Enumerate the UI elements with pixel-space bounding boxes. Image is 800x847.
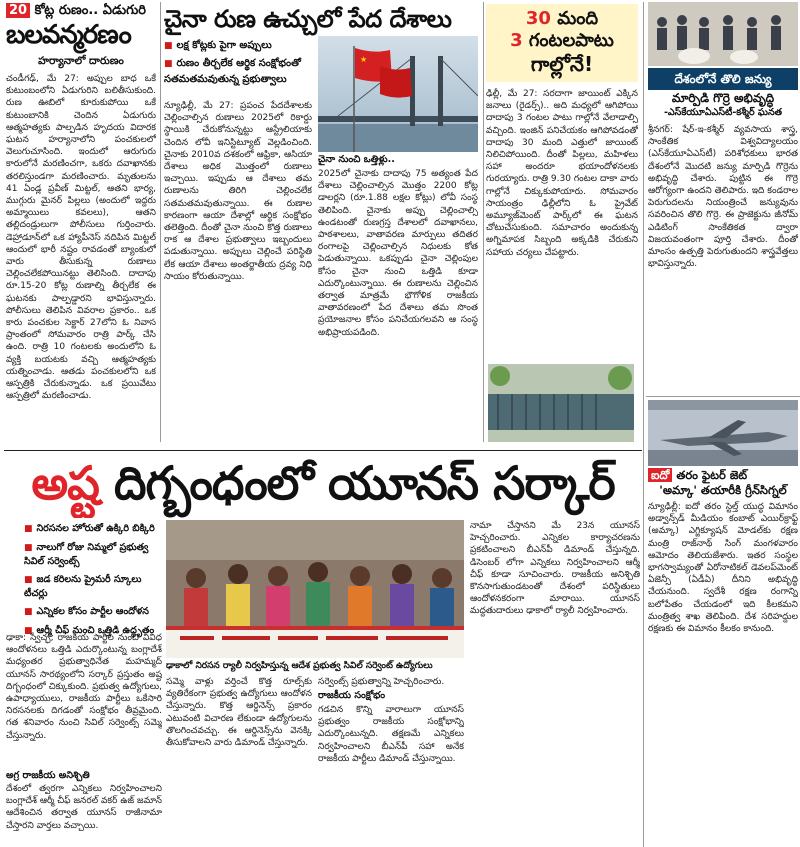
left-kicker xyxy=(6,2,156,19)
ride-line3: గాల్లోనే! xyxy=(530,52,594,76)
left-kicker-num: 20 xyxy=(6,3,30,18)
yunus-col1b: దేశంలో త్వరగా ఎన్నికలు నిర్వహించాలని బంగ్లాదేశ్‌ ఆర్మీ చీఫ్‌ జనరల్‌ వకర్‌ ఉజ్‌ జమాన్‌ ఆదేశించిన తర్వాత యూనస్‌ రాజీనామా చేస్తారని వార్తలు వచ్చాయి. xyxy=(6,784,162,831)
ride-num2: 3 xyxy=(510,30,523,51)
yunus-col4: నామా చేస్తానని మే 23న యూనస్‌ హెచ్చరించారు. ఎన్నికల కార్యాచరణను ప్రకటించాలని బీఎన్‌పీ డిమాండ్‌ చేస్తున్నది. డిసెంబర్‌ లోగా ఎన్నికలు నిర్వహించాలని ఆర్మీ చీఫ్‌ కూడా సూచించారు. రాజకీయ అనిశ్చితి కొనసాగుతుండటంతో దేశంలో పరిస్థితులు ఆందోళనకరంగా మారాయి. యూనస్‌ మద్దతుదారులు ఢాకాలో ర్యాలీ నిర్వహించారు. xyxy=(470,521,640,617)
yunus-photo xyxy=(166,520,464,658)
yunus-bullet-5: ■ ఆర్మీ చీఫ్‌ నుంచి ఒత్తిడి ఉద్ధృతం xyxy=(24,624,162,638)
ride-line1: మంది xyxy=(557,8,599,29)
flag-bridge-image xyxy=(318,36,478,152)
yunus-bullet-4: ■ ఎన్నికల కోసం పార్టీల ఆందోళన xyxy=(24,605,162,619)
yunus-bullet-3: ■ జడ కరిలను ప్రైమరీ స్కూలు టీచర్లు xyxy=(24,573,162,600)
left-headline: బలవన్మరణం xyxy=(6,20,131,50)
sheep-story xyxy=(648,2,798,394)
ride-body: ఢిల్లీ, మే 27: సరదాగా జాయింట్‌ ఎక్కిన జనాలు (రైడర్స్‌).. అది మధ్యలో ఆగిపోయి దాదాపు 3 గంటల పాటు గాల్లోనే వేలాడాల్సి వచ్చింది. ఇంజిన్‌ పనిచేయకం ఆగిపోవడంతో దాదాపు 30 మంది ఎత్తులో జాయింట్‌ నిలిచిపోయింది. దీంతో పిల్లలు, మహిళలు సహా అందరూ భయాందోళనలకు గురయ్యారు. రాత్రి 9.30 గంటల దాకా వారు గాల్లోనే చిక్కుకుపోయారు. సోమవారం సాయంత్రం ఢిల్లీలోని ఓ ప్రైవేట్‌ అమ్యూజ్‌మెంట్‌ పార్క్‌లో ఈ ఘటన చోటుచేసుకుంది. సమాచారం అందుకున్న అగ్నిమాపక సిబ్బంది అక్కడికి చేరుకుని సహాయ చర్యలు చేపట్టారు. xyxy=(486,89,638,258)
yunus-subhead: అగ్ర రాజకీయ అనిశ్చితి xyxy=(6,770,90,781)
ride-story xyxy=(486,4,638,444)
left-kicker-text: కోట్ల రుణం.. ఏడుగురి xyxy=(34,3,146,18)
yunus-headline-red: అష్ట xyxy=(31,456,99,510)
china-photo xyxy=(318,36,478,152)
yunus-bullets xyxy=(24,522,162,640)
plane-head-2: 'అమ్కా' తయారీకి గ్రీన్‌సిగ్నల్‌ xyxy=(659,483,787,497)
plane-story xyxy=(648,400,798,842)
china-col1: న్యూఢిల్లీ, మే 27: ప్రపంచ పేదదేశాలకు చెల్లించాల్సిన రుణాలు 2025లో రికార్డు స్థాయికి చేరుకోనున్నట్టు ఆస్ట్రేలియాకు చెందిన లోవీ ఇనిస్టిట్యూట్‌ వెల్లడించింది. చైనాకు 2010వ దశకంలో ఆఫ్రికా, ఆసియా దేశాలు అధిక మొత్తంలో రుణాలు ఇచ్చాయి. ఇప్పుడు ఆ దేశాలు తమ రుణాలను తిరిగి చెల్లించలేక సతమతమవుతున్నాయి. ఈ రుణాల కారణంగా ఆయా దేశాల్లో ఆర్థిక సంక్షోభం తలెత్తింది. దీంతో చైనా నుంచి కొత్త రుణాలు రాక ఆ దేశాల ప్రభుత్వాలు ఇబ్బందులు పడుతున్నాయి. అప్పులు చెల్లించే పరిస్థితి లేక ఆయా దేశాలు అంతర్జాతీయ ద్రవ్య నిధి సాయం కోరుతున్నాయి. xyxy=(164,101,312,282)
plane-photo xyxy=(648,400,798,466)
china-bullet-2: ■ రుణం తీర్చలేక ఆర్థిక సంక్షోభంతో సతమతమవుతున్న ప్రభుత్వాలు xyxy=(164,56,312,87)
left-story xyxy=(6,2,156,452)
china-story xyxy=(164,2,480,447)
yunus-col3: సర్వెంట్స్‌ ప్రభుత్వాన్ని హెచ్చరించారు. xyxy=(318,677,445,687)
left-subhead: హర్యానాలో దారుణం xyxy=(38,55,124,67)
china-col2: 2025లో చైనాకు దాదాపు 75 అత్యంత పేద దేశాలు చెల్లించాల్సిన మొత్తం 2200 కోట్ల డాలర్లని (రూ.1.88 లక్షల కోట్లు) లోవీ సంస్థ తెలిపింది. చైనాకు అప్పు చెల్లించాల్సి ఉండటంతో రుణగ్రస్త దేశాలలో దవాఖానలు, పాఠశాలలు, వాతావరణ మార్పులు తదితర రంగాలపై చెల్లించాల్సిన నిధులకు కోత పెడుతున్నాయి. ఒకప్పుడు చైనా చెల్లింపుల కోసం చైనా నుంచి ఒత్తిడి కూడా ఎదుర్కొంటున్నాయి. ఈ రుణాలను చెల్లించిన తర్వాత మాత్రమే భౌగోళిక రాజకీయ వాతావరణంలో పేద దేశాలు తమ సొంత ప్రయోజనాల కోసం పనిచేయగలవని ఆ సంస్థ అభిప్రాయపడింది. xyxy=(318,169,478,338)
plane-kicker: ఐదో xyxy=(648,468,672,482)
yunus-headline-black: దిగ్బంధంలో యూనస్‌ సర్కార్‌ xyxy=(113,456,615,510)
yunus-col3-subhead: రాజకీయ సంక్షోభం xyxy=(318,690,386,701)
scientists-group-image xyxy=(648,2,798,66)
ride-num: 30 xyxy=(525,8,551,29)
fighter-jet-image xyxy=(648,400,798,466)
left-body: చండీగఢ్‌, మే 27: అప్పుల బాధ ఒకే కుటుంబంలోని ఏడుగురిని బలితీసుకుంది. రుణ ఊబిలో కూరుకుపోయి ఒకే కుటుంబానికి చెందిన ఏడుగురు ఆత్మహత్యకు పాల్పడిన హృదయ విదారక ఘటన హర్యానాలోని పంచకులలో వెలుగుచూసింది. ఇందులో ఆరుగురు కారులోనే మరణించగా, ఒకరు దవాఖానకు తరలిస్తుండగా మరణించారు. మృతులను 41 ఏండ్ల ప్రవీణ్‌ మిట్టల్‌, ఆతని భార్య, ముగ్గురు మైనర్‌ పిల్లలు (అందులో ఇద్దరు అమ్మాయిలు కవలలు), ఆతని తల్లిదండ్రులుగా పోలీసులు గుర్తించారు. డెహ్రాడూన్‌లో ఒక హ్యాపీనెస్‌ నదిపిన మిట్టల్‌ ఆందులో భారీ నష్టం రావడంతో బ్యాంకులో వారు తీసుకున్న రుణాలు చెల్లించలేకపోయినట్టు తెలిసింది. దాదాపు రూ.15-20 కోట్ల రుణాల్ని తీర్చలేక ఈ ఘటనకు పాల్పడ్డారని భావిస్తున్నారు. పోలీసులు తెలిపిన వివరాల ప్రకారం.. ఒక కారు పంచకుల సెక్టార్‌ 27లోని ఓ నివాస ప్రాంతంలో సోమవారం రాత్రి పార్క్‌ చేసి ఉంది. రాత్రి 10 గంటలకు అందులోని ఓ వ్యక్తి బయటకు వచ్చి ఆత్మహత్యకు యత్నించాడు. ఆతడు పంచకులలోని ఒక ఆస్పత్రికి చేరుకున్నాడు. ఒక ప్రయివేటు ఆస్పత్రిలో మరణించాడు. xyxy=(6,74,156,402)
sheep-headline-box xyxy=(648,68,798,90)
plane-head-1: తరం ఫైటర్‌ జెట్‌ xyxy=(676,468,748,482)
svg-text:★: ★ xyxy=(360,55,368,64)
sheep-headline-1: దేశంలోనే తొలి జన్యు xyxy=(674,72,772,86)
sheep-body: శ్రీనగర్‌: షేర్‌-ఇ-కశ్మీర్‌ వ్యవసాయ శాస్త్ర, సాంకేతిక విశ్వవిద్యాలయం (ఎస్‌కేయూఏఎస్‌టీ) పరిశోధకులు భారత దేశంలోనే మొదటి జన్యు మార్పిడి గొర్రెను అభివృద్ధి చేశారు. పుట్టిన ఈ గొర్రె ఆరోగ్యంగా ఉందని తెలిపారు. ఇది కండరాల పెరుగుదలను నియంత్రించే జన్యువును సవరించిన తొలి గొర్రె. ఈ ప్రాజెక్టును జీనోమ్‌ ఎడిటింగ్‌ సాంకేతికత ద్వారా విజయవంతంగా పూర్తి చేశారు. దీంతో మాంసం ఉత్పత్తి పెరుగుతుందని శాస్త్రవేత్తలు భావిస్తున్నారు. xyxy=(648,125,798,270)
yunus-bullet-1: ■ నిరసనల హోరుతో ఉక్కిరి బిక్కిరి xyxy=(24,522,162,536)
china-bullet-1: ■ లక్ష కోట్లకు పైగా అప్పులు xyxy=(164,38,312,54)
yunus-bullet-2: ■ నాలుగో రోజు నిమ్మలో ప్రభుత్వ సివిల్‌ సర్వెంట్స్‌ xyxy=(24,541,162,568)
ride-title-box xyxy=(486,4,638,82)
yunus-headline xyxy=(4,452,642,518)
china-caption: చైనా నుంచి ఒత్తిళ్లు.. xyxy=(318,154,395,165)
yunus-photo-caption: ఢాకాలో నిరసన ర్యాలీ నిర్వహిస్తున్న ఆదేశ ప్రభుత్వ సివిల్‌ సర్వెంట్‌ ఉద్యోగులు xyxy=(166,661,433,671)
yunus-col2: సమ్మె వాళ్లు వర్తించే కొత్త రూల్స్‌కు వ్యతిరేకంగా ప్రభుత్వ ఉద్యోగులు ఆందోళన చేస్తున్నారు. కొత్త ఆర్డినెన్స్‌ ప్రకారం ఎటువంటి విచారణ లేకుండా ఉద్యోగులను తొలగించవచ్చు. ఈ ఆర్డినెన్స్‌ను వెనక్కి తీసుకోవాలని వారు డిమాండ్‌ చేస్తున్నారు. xyxy=(166,677,312,749)
amusement-ride-image xyxy=(488,364,634,442)
protest-rally-image xyxy=(166,520,464,658)
plane-body: న్యూఢిల్లీ: ఐదో తరం స్టెల్త్‌ యుద్ధ విమానం అడ్వాన్స్‌డ్‌ మీడియం కంబాట్‌ ఎయిర్‌క్రాఫ్ట్‌ (అమ్కా) ఎగ్జిక్యూషన్‌ మోడల్‌కు రక్షణ మంత్రి రాజ్‌నాథ్‌ సింగ్‌ మంగళవారం ఆమోదం తెలియజేశారు. ఇతర సంస్థల భాగస్వామ్యంతో ఏరోనాటికల్‌ డెవలప్‌మెంట్‌ ఏజెన్సీ (ఏడీఏ) దీనిని అభివృద్ధి చేయనుంది. స్వదేశీ రక్షణ రంగాన్ని బలోపేతం చేయడంలో ఇది కీలకమని మంత్రిత్వ శాఖ తెలిపింది. దేశ సరిహద్దుల రక్షణకు ఈ విమానం కీలకం కానుంది. xyxy=(648,502,798,635)
yunus-col1: ఢాకా: స్వేచ్ఛ, రాజకీయ పార్టీల నుంచి వివిధ ఆందోళనలు ఒత్తిడి ఎదుర్కొంటున్న బంగ్లాదేశ్‌ మధ్యంతర ప్రభుత్వాధినేత మహమ్మద్‌ యూనస్‌ సారథ్యంలోని సర్కార్‌ ప్రస్తుతం అష్ట దిగ్బంధంలో చిక్కుకుంది. ప్రభుత్వ ఉద్యోగులు, ఉపాధ్యాయులు, రాజకీయ పార్టీలు ఒకేసారి నిరసనలకు దిగడంతో సంక్షోభం తీవ్రమైంది. గత శనివారం నుంచి సివిల్‌ సర్వెంట్స్‌ సమ్మె చేస్తున్నారు. xyxy=(6,633,162,741)
ride-line2: గంటలపాటు xyxy=(528,30,614,51)
ride-photo xyxy=(488,364,634,442)
yunus-story xyxy=(4,452,642,844)
sheep-headline-3: -ఎస్‌కేయూఏఎస్‌టీ-కశ్మీర్‌ ఘనత xyxy=(663,107,783,118)
sheep-headline-2: మార్పిడి గొర్రె అభివృద్ధి xyxy=(671,91,775,105)
yunus-col3b: గడచిన కొన్ని వారాలుగా యూనస్‌ ప్రభుత్వం రాజకీయ సంక్షోభాన్ని ఎదుర్కొంటున్నది. తక్షణమే ఎన్నికలు నిర్వహించాలని బీఎన్‌పీ సహా అనేక రాజకీయ పార్టీలు డిమాండ్‌ చేస్తున్నాయి. xyxy=(318,705,464,764)
sheep-photo xyxy=(648,2,798,66)
china-headline: చైనా రుణ ఉచ్చులో పేద దేశాలు xyxy=(164,5,452,33)
